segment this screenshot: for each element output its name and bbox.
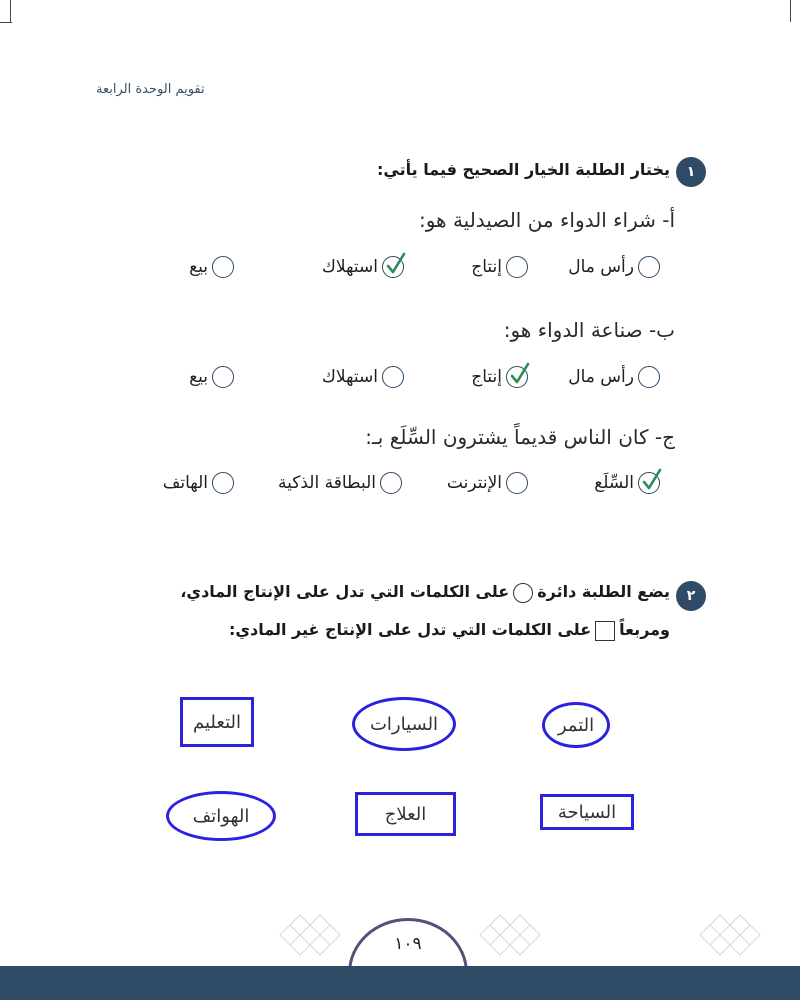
option-1c-goods[interactable]: السِّلَع bbox=[594, 472, 660, 494]
word-dates[interactable]: التمر bbox=[542, 702, 610, 748]
radio-checked-icon[interactable] bbox=[506, 366, 528, 388]
option-1c-smart-card[interactable]: البطاقة الذكية bbox=[278, 472, 402, 494]
option-1a-production[interactable]: إنتاج bbox=[471, 256, 528, 278]
word-tourism[interactable]: السياحة bbox=[540, 794, 634, 830]
option-1b-production[interactable]: إنتاج bbox=[471, 366, 528, 388]
radio-checked-icon[interactable] bbox=[638, 472, 660, 494]
circle-symbol-icon bbox=[513, 583, 533, 603]
radio-icon[interactable] bbox=[506, 472, 528, 494]
decorative-pattern bbox=[270, 905, 360, 965]
question-1b-text: ب- صناعة الدواء هو: bbox=[503, 318, 675, 342]
decorative-pattern bbox=[470, 905, 560, 965]
word-treatment[interactable]: العلاج bbox=[355, 792, 456, 836]
radio-icon[interactable] bbox=[382, 366, 404, 388]
option-1b-capital[interactable]: رأس مال bbox=[568, 366, 660, 388]
word-phones[interactable]: الهواتف bbox=[166, 791, 276, 841]
running-head: تقويم الوحدة الرابعة bbox=[96, 82, 205, 97]
option-1b-sale[interactable]: بيع bbox=[189, 366, 234, 388]
option-1b-consumption[interactable]: استهلاك bbox=[322, 366, 404, 388]
question-1-text: يختار الطلبة الخيار الصحيح فيما يأتي: bbox=[377, 160, 670, 179]
radio-icon[interactable] bbox=[212, 366, 234, 388]
square-symbol-icon bbox=[595, 621, 615, 641]
option-1c-internet[interactable]: الإنترنت bbox=[447, 472, 528, 494]
option-1a-sale[interactable]: بيع bbox=[189, 256, 234, 278]
question-2-line-1: يضع الطلبة دائرةعلى الكلمات التي تدل على الإنتاج المادي، bbox=[180, 582, 670, 601]
radio-icon[interactable] bbox=[506, 256, 528, 278]
checkmark-icon bbox=[384, 251, 406, 277]
question-2-badge: ٢ bbox=[676, 581, 706, 611]
radio-icon[interactable] bbox=[212, 472, 234, 494]
radio-icon[interactable] bbox=[638, 256, 660, 278]
radio-icon[interactable] bbox=[638, 366, 660, 388]
crop-mark bbox=[10, 0, 11, 22]
option-1a-capital[interactable]: رأس مال bbox=[568, 256, 660, 278]
option-1c-phone[interactable]: الهاتف bbox=[163, 472, 234, 494]
option-1a-consumption[interactable]: استهلاك bbox=[322, 256, 404, 278]
word-education[interactable]: التعليم bbox=[180, 697, 254, 747]
question-1c-text: ج- كان الناس قديماً يشترون السِّلَع بـ: bbox=[365, 425, 675, 449]
radio-icon[interactable] bbox=[212, 256, 234, 278]
crop-mark bbox=[790, 0, 791, 22]
decorative-pattern bbox=[690, 905, 780, 965]
crop-mark bbox=[0, 22, 12, 23]
checkmark-icon bbox=[508, 361, 530, 387]
question-2-line-2: ومربعاًعلى الكلمات التي تدل على الإنتاج غير المادي: bbox=[228, 620, 670, 639]
word-cars[interactable]: السيارات bbox=[352, 697, 456, 751]
question-1a-text: أ- شراء الدواء من الصيدلية هو: bbox=[418, 208, 675, 232]
radio-icon[interactable] bbox=[380, 472, 402, 494]
page-number: ١٠٩ bbox=[394, 934, 422, 954]
question-1-badge: ١ bbox=[676, 157, 706, 187]
footer-band bbox=[0, 966, 800, 1000]
radio-checked-icon[interactable] bbox=[382, 256, 404, 278]
checkmark-icon bbox=[640, 467, 662, 493]
